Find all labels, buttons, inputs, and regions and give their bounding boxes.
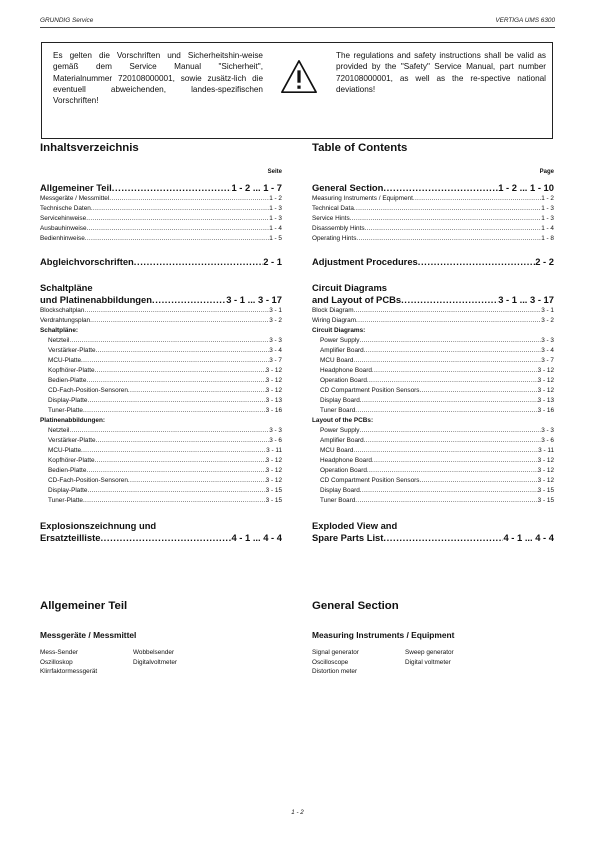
toc-entry: [40, 476, 282, 486]
toc-entry: [40, 356, 282, 366]
toc-entry-list: [40, 336, 282, 416]
instrument-item: Distortion meter: [312, 668, 358, 676]
toc-entry: [312, 406, 554, 416]
toc-entry-page: 3 - 3: [269, 337, 282, 344]
toc-entry-page: 3 - 13: [537, 397, 554, 404]
instrument-item: Wobbelsender: [133, 649, 175, 656]
general-section-english: [312, 600, 554, 677]
toc-entry: [40, 194, 282, 204]
toc-entry: [40, 486, 282, 496]
toc-section: Ersatzteilliste ..... 4 - 1 ... 4 - 4: [40, 532, 282, 544]
toc-entry: [40, 406, 282, 416]
toc-entry-label: Amplifier Board: [320, 347, 364, 354]
toc-entry-page: 3 - 13: [265, 397, 282, 404]
toc-entry: [312, 496, 554, 506]
toc-entry-page: 3 - 1: [541, 307, 554, 314]
toc-entry-label: CD Compartment Position Sensors: [320, 477, 420, 484]
toc-section-heading: Exploded View and: [312, 520, 398, 531]
instrument-item: Oszilloskop: [40, 658, 73, 666]
toc-entry-page: 3 - 12: [537, 387, 554, 394]
toc-entry-label: Wiring Diagram: [312, 317, 357, 324]
toc-entry: [40, 346, 282, 356]
toc-entry-page: 3 - 3: [269, 427, 282, 434]
toc-entry: [312, 306, 554, 316]
toc-entry-label: Technical Data: [312, 205, 354, 212]
instrument-item: Digital voltmeter: [405, 658, 451, 666]
header-right: VERTIGA UMS 6300: [495, 17, 555, 24]
toc-section: and Layout of PCBs ..... 3 - 1 ... 3 - 17: [312, 294, 554, 306]
toc-entry: [312, 234, 554, 244]
toc-entry: [40, 376, 282, 386]
toc-entry-label: Operating Hints: [312, 235, 357, 242]
header-left: GRUNDIG Service: [40, 17, 94, 24]
instrument-item: Sweep generator: [405, 649, 454, 656]
toc-entry-page: 3 - 12: [265, 387, 282, 394]
toc-entry-label: Amplifier Board: [320, 437, 364, 444]
instrument-item: Mess-Sender: [40, 649, 79, 656]
toc-entry-label: Ausbauhinweise: [40, 225, 87, 232]
toc-entry: [312, 336, 554, 346]
toc-entry: [40, 386, 282, 396]
toc-section-heading: Explosionszeichnung und: [40, 520, 157, 531]
toc-entry-page: 3 - 12: [537, 367, 554, 374]
toc-entry-page: 3 - 6: [269, 437, 282, 444]
toc-entry-label: Display Board: [320, 397, 360, 404]
toc-entry-label: Headphone Board: [320, 457, 372, 464]
toc-entry: [312, 316, 554, 326]
section-subtitle: Measuring Instruments / Equipment: [312, 630, 455, 640]
toc-section: Spare Parts List ..... 4 - 1 ... 4 - 4: [312, 532, 554, 544]
toc-entry-label: CD-Fach-Position-Sensoren: [48, 477, 128, 484]
toc-entry-page: 1 - 3: [541, 205, 554, 212]
toc-entry-label: Kopfhörer-Platte: [48, 457, 95, 464]
toc-section: und Platinenabbildungen ..... 3 - 1 ... 3 - 17: [40, 294, 282, 306]
toc-entry-page: 3 - 12: [537, 377, 554, 384]
toc-entry: [312, 486, 554, 496]
toc-entry-page: 3 - 12: [265, 377, 282, 384]
toc-entry-page: 3 - 3: [541, 337, 554, 344]
section-subtitle: Messgeräte / Messmittel: [40, 630, 137, 640]
toc-entry-page: 3 - 7: [269, 357, 282, 364]
toc-section-heading: Circuit Diagrams: [312, 282, 388, 293]
toc-entry-label: Bedien-Platte: [48, 467, 87, 474]
toc-entry-label: Tuner-Platte: [48, 407, 83, 414]
toc-entry-page: 1 - 2: [541, 195, 554, 202]
toc-entry: [312, 194, 554, 204]
toc-entry-label: Block Diagram: [312, 307, 354, 314]
safety-notice-box: [41, 42, 553, 139]
toc-entry-label: Verdrahtungsplan: [40, 317, 91, 324]
toc-entry-page: 1 - 8: [541, 235, 554, 242]
toc-entry: [312, 214, 554, 224]
toc-entry-label: Operation Board: [320, 467, 367, 474]
toc-entry: [40, 396, 282, 406]
toc-entry-label: Disassembly Hints: [312, 225, 365, 232]
toc-entry-label: Bedien-Platte: [48, 377, 87, 384]
toc-entry-page: 3 - 12: [537, 467, 554, 474]
instrument-list: [312, 648, 554, 677]
toc-entry: [312, 396, 554, 406]
toc-entry: [40, 446, 282, 456]
toc-entry: [312, 204, 554, 214]
toc-entry: [312, 366, 554, 376]
toc-entry-page: 3 - 12: [537, 457, 554, 464]
toc-subheading: Schaltpläne:: [40, 327, 78, 334]
toc-entry-label: Power Supply: [320, 427, 360, 434]
toc-entry-page: 3 - 2: [269, 317, 282, 324]
toc-entry-page: 3 - 12: [265, 477, 282, 484]
toc-entry-page: 3 - 7: [541, 357, 554, 364]
toc-entry-label: Tuner Board: [320, 497, 356, 504]
toc-entry-label: CD-Fach-Position-Sensoren: [48, 387, 128, 394]
instrument-item: Digitalvoltmeter: [133, 658, 178, 666]
general-section-german: [40, 600, 282, 677]
toc-subheading: Circuit Diagrams:: [312, 327, 366, 334]
toc-entry: [40, 224, 282, 234]
section-title: General Section: [312, 600, 399, 612]
page-column-label: Seite: [267, 169, 282, 175]
toc-section-heading: Schaltpläne: [40, 282, 93, 293]
safety-notice-english: The regulations and safety instructions shall be valid as provided by the "Safety" Service Manual, part number 720108000001, as well as the re-spective national deviations!: [336, 51, 546, 94]
toc-entry-page: 3 - 2: [541, 317, 554, 324]
toc-entry-page: 3 - 1: [269, 307, 282, 314]
toc-entry: [312, 476, 554, 486]
toc-entry-label: Tuner Board: [320, 407, 356, 414]
toc-entry-page: 3 - 3: [541, 427, 554, 434]
instrument-item: Klirrfaktormessgerät: [40, 668, 98, 676]
toc-entry-label: MCU Board: [320, 447, 354, 454]
toc-entry: [40, 306, 282, 316]
toc-entry-label: Verstärker-Platte: [48, 437, 96, 444]
toc-entry-page: 3 - 15: [265, 497, 282, 504]
toc-entry-label: Service Hints: [312, 215, 350, 222]
header-rule: [40, 27, 555, 28]
toc-entry-label: Headphone Board: [320, 367, 372, 374]
instrument-item: Oscilloscope: [312, 658, 349, 666]
toc-entry: [312, 446, 554, 456]
safety-notice-german: Es gelten die Vorschriften und Sicherheitshin-weise gemäß dem Service Manual "Sicherheit", Materialnummer 720108000001, sowie zusätz-lich die eventuell abweichenden, landes-spezifischen Vorschriften!: [53, 51, 263, 106]
toc-entry-label: Tuner-Platte: [48, 497, 83, 504]
toc-entry-page: 3 - 15: [537, 487, 554, 494]
toc-entry-page: 1 - 4: [269, 225, 282, 232]
warning-triangle-icon: [280, 58, 318, 96]
toc-entry-label: Operation Board: [320, 377, 367, 384]
toc-entry-label: Verstärker-Platte: [48, 347, 96, 354]
toc-entry-page: 3 - 12: [265, 367, 282, 374]
toc-entry-label: Display-Platte: [48, 487, 88, 494]
toc-entry-label: MCU-Platte: [48, 357, 82, 364]
toc-entry-label: Technische Daten: [40, 205, 91, 212]
toc-entry-page: 3 - 12: [265, 457, 282, 464]
toc-title: Inhaltsverzeichnis: [40, 142, 139, 154]
page-number: 1 - 2: [291, 809, 304, 816]
toc-entry-page: 1 - 3: [269, 215, 282, 222]
toc-entry-list: [40, 306, 282, 326]
page-column-label: Page: [539, 169, 554, 175]
toc-entry: [40, 466, 282, 476]
toc-entry-list: [312, 426, 554, 506]
toc-entry-label: Messgeräte / Messmittel: [40, 195, 110, 202]
toc-entry: [40, 496, 282, 506]
toc-entry-page: 3 - 16: [265, 407, 282, 414]
toc-entry: [40, 214, 282, 224]
toc-entry: [40, 336, 282, 346]
toc-section: Adjustment Procedures ..... 2 - 2: [312, 256, 554, 268]
toc-entry-list: [40, 426, 282, 506]
toc-entry: [312, 456, 554, 466]
toc-entry-label: Netzteil: [48, 337, 70, 344]
toc-entry-label: Display-Platte: [48, 397, 88, 404]
toc-entry-list: [312, 336, 554, 416]
toc-entry-label: Display Board: [320, 487, 360, 494]
instrument-list: [40, 648, 282, 677]
toc-entry: [312, 466, 554, 476]
toc-entry: [312, 346, 554, 356]
toc-entry: [40, 426, 282, 436]
toc-entry-label: MCU Board: [320, 357, 354, 364]
toc-entry: [312, 356, 554, 366]
toc-entry-label: CD Compartment Position Sensors: [320, 387, 420, 394]
toc-entry-page: 3 - 12: [537, 477, 554, 484]
toc-entry: [40, 316, 282, 326]
toc-entry-page: 3 - 11: [266, 447, 282, 454]
toc-english: [312, 142, 554, 544]
section-title: Allgemeiner Teil: [40, 600, 128, 612]
toc-entry-page: 3 - 15: [537, 497, 554, 504]
toc-entry-list: [312, 194, 554, 244]
toc-entry-page: 1 - 4: [541, 225, 554, 232]
toc-entry-page: 3 - 16: [537, 407, 554, 414]
toc-entry-page: 3 - 15: [265, 487, 282, 494]
toc-entry-label: Blockschaltplan: [40, 307, 85, 314]
toc-entry-list: [312, 306, 554, 326]
toc-entry-page: 1 - 3: [269, 205, 282, 212]
toc-entry-label: Kopfhörer-Platte: [48, 367, 95, 374]
toc-entry-page: 3 - 12: [265, 467, 282, 474]
toc-entry-label: Power Supply: [320, 337, 360, 344]
toc-entry: [312, 436, 554, 446]
toc-title: Table of Contents: [312, 142, 408, 154]
toc-entry-page: 1 - 3: [541, 215, 554, 222]
toc-entry: [40, 204, 282, 214]
toc-entry-label: Bedienhinweise: [40, 235, 85, 242]
toc-entry: [312, 426, 554, 436]
toc-entry: [312, 386, 554, 396]
toc-section: Allgemeiner Teil ..... 1 - 2 ... 1 - 7: [40, 182, 282, 194]
toc-entry-label: Servicehinweise: [40, 215, 87, 222]
toc-entry-page: 3 - 4: [269, 347, 282, 354]
toc-subheading: Platinenabbildungen:: [40, 417, 105, 424]
toc-entry: [312, 376, 554, 386]
toc-section: Abgleichvorschriften ..... 2 - 1: [40, 256, 282, 268]
toc-entry-label: Netzteil: [48, 427, 70, 434]
toc-entry-page: 3 - 4: [541, 347, 554, 354]
toc-entry-page: 1 - 5: [269, 235, 282, 242]
toc-german: [40, 142, 282, 544]
toc-entry: [312, 224, 554, 234]
toc-entry-page: 1 - 2: [269, 195, 282, 202]
toc-entry: [40, 456, 282, 466]
toc-entry-page: 3 - 11: [538, 447, 554, 454]
toc-entry-list: [40, 194, 282, 244]
toc-entry: [40, 234, 282, 244]
toc-entry-page: 3 - 6: [541, 437, 554, 444]
toc-entry-label: MCU-Platte: [48, 447, 82, 454]
toc-section: General Section ..... 1 - 2 ... 1 - 10: [312, 182, 554, 194]
instrument-item: Signal generator: [312, 649, 359, 656]
toc-entry: [40, 436, 282, 446]
toc-entry-label: Measuring Instruments / Equipment: [312, 195, 413, 202]
toc-subheading: Layout of the PCBs:: [312, 417, 374, 424]
toc-entry: [40, 366, 282, 376]
